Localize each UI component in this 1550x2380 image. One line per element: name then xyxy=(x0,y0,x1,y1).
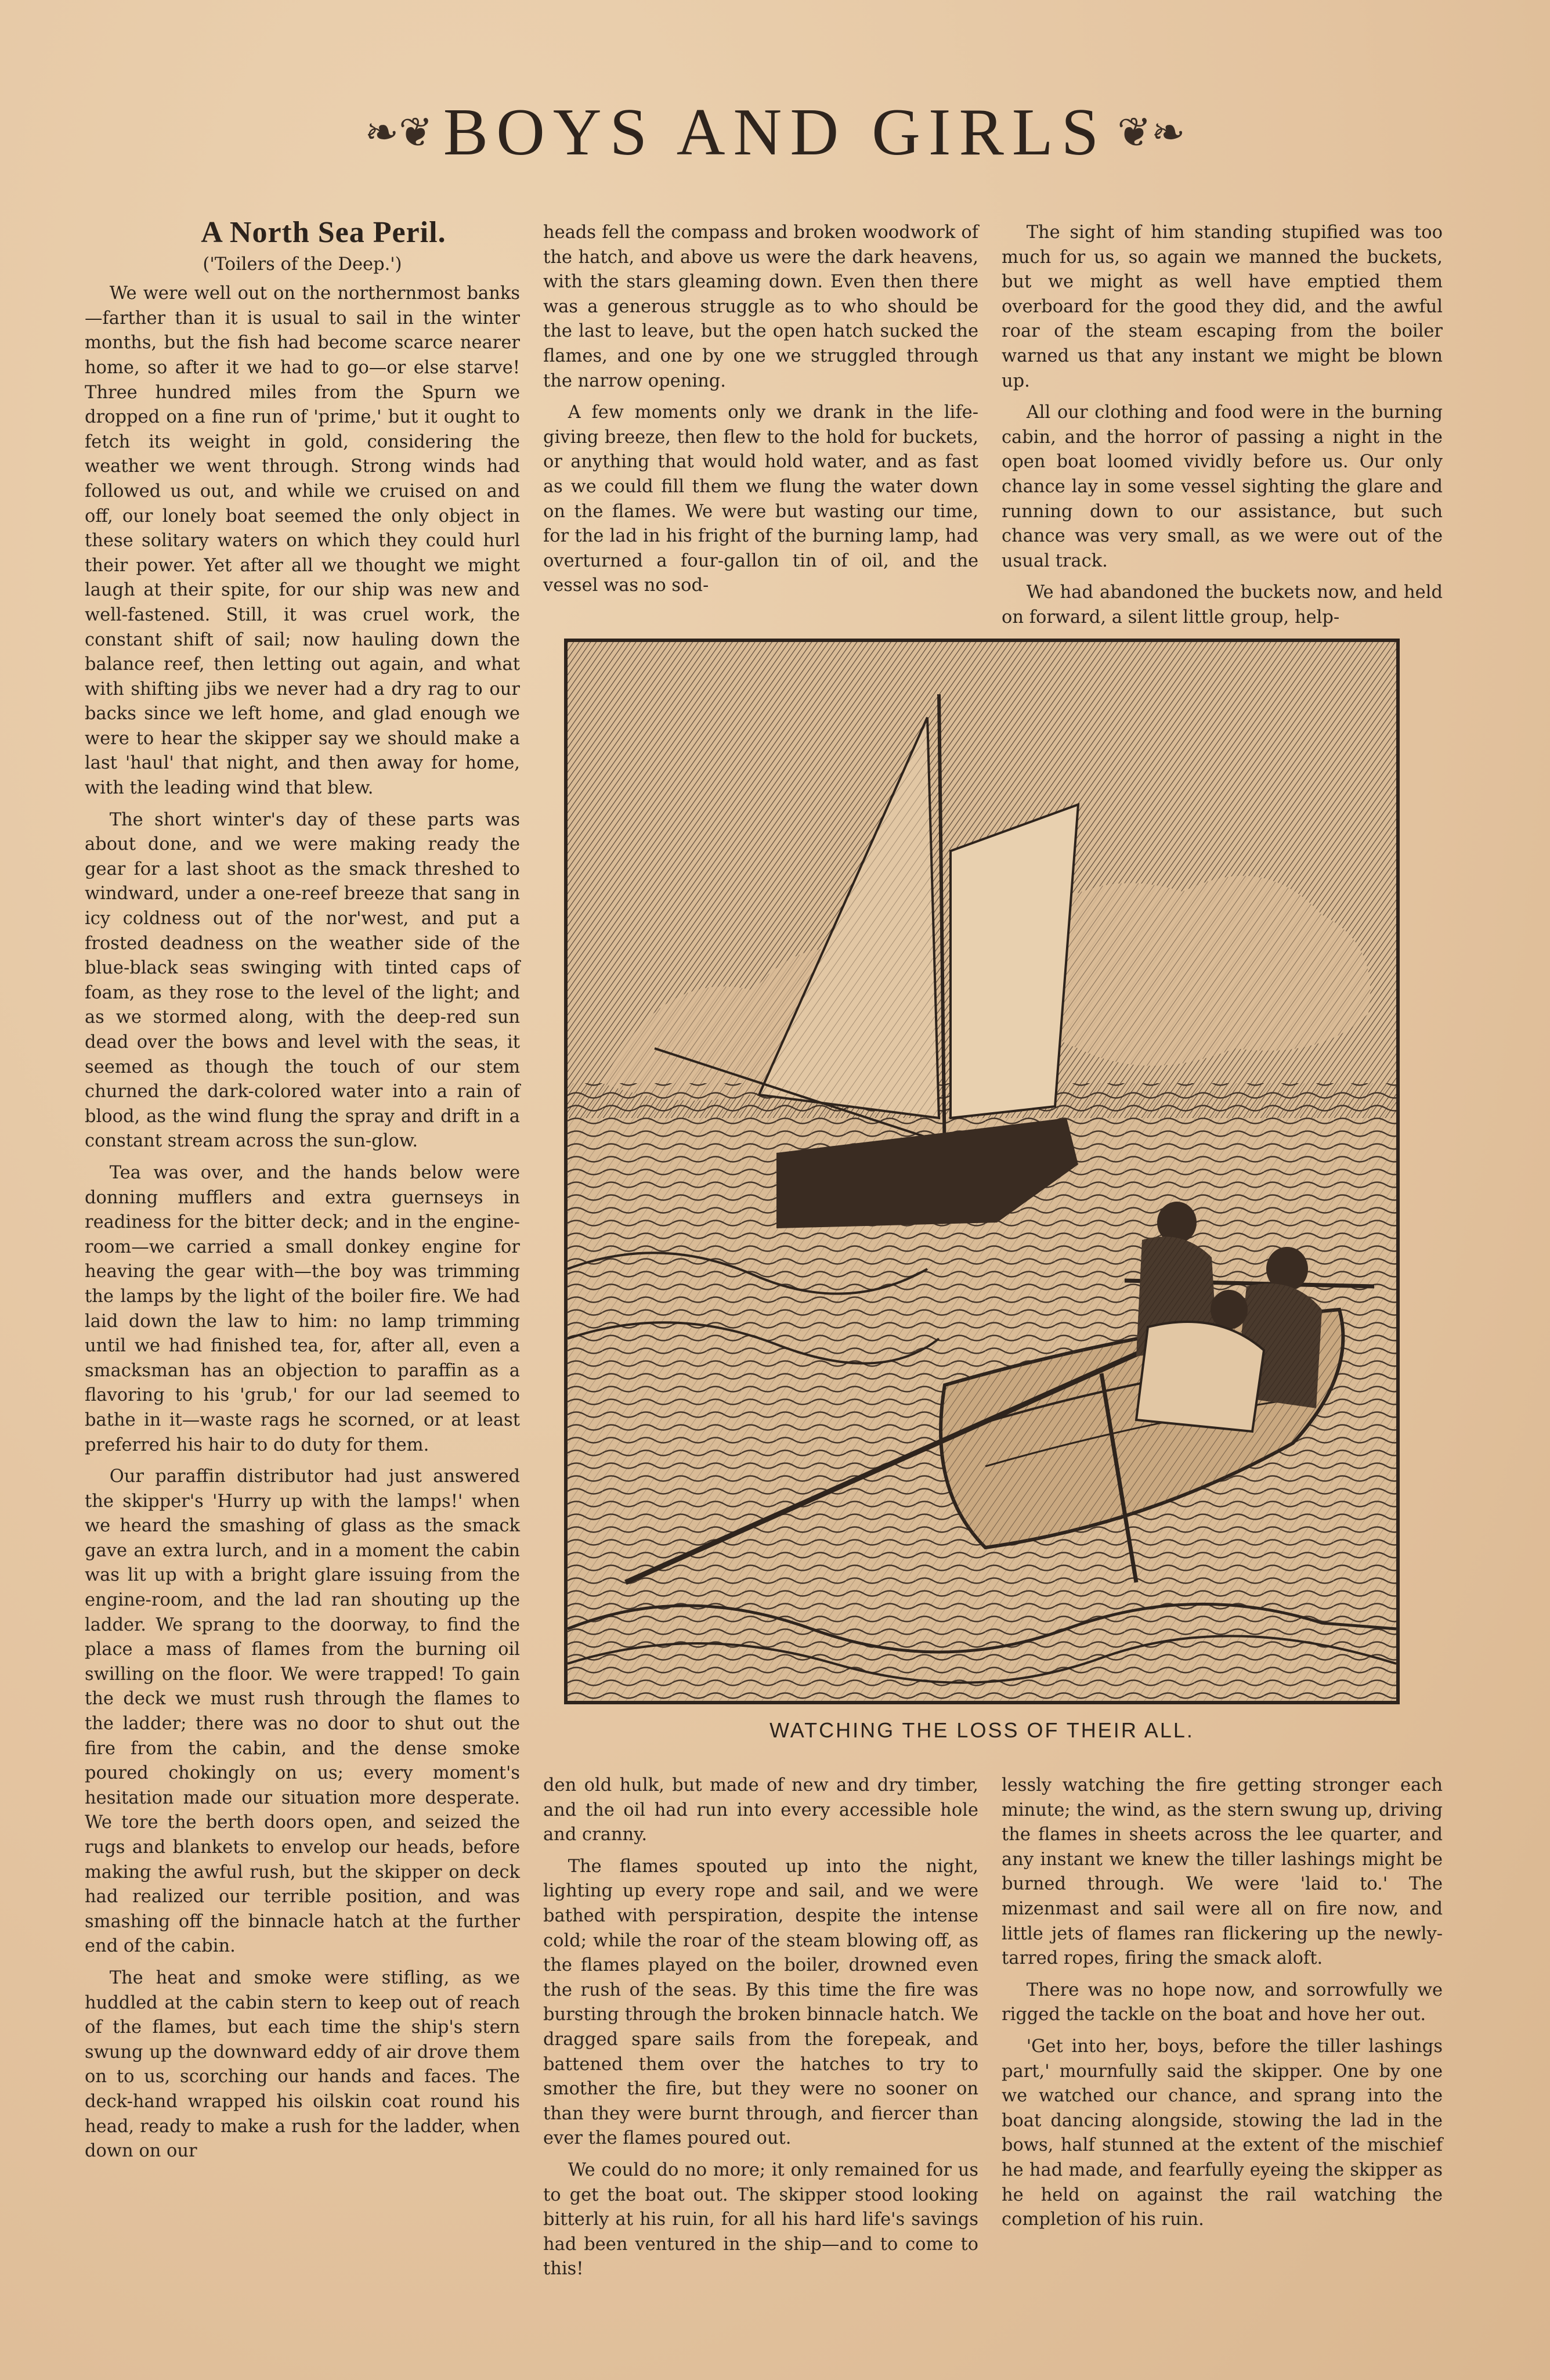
paragraph: A few moments only we drank in the life-giving breeze, then flew to the hold for buckets, or anything that would hold water, and as fast as we could fill them we flung the water down on the flames. We were but wasting our time, for the lad in his fright of the burning lamp, had overturned a four-gallon tin of oil, and the vessel was no sod- xyxy=(543,402,978,596)
right-flourish-icon: ❦❧ xyxy=(1117,109,1186,156)
article-column-2-top xyxy=(543,221,978,605)
paragraph: The sight of him standing stupified was too much for us, so again we manned the buckets, but we might as well have emptied them overboard for the good they did, and the awful roar of the steam escaping from the boiler warned us that any instant we might be blown up. xyxy=(1002,222,1443,391)
paragraph: Tea was over, and the hands below were donning mufflers and extra guernseys in readiness for the bitter deck; and in the engine-room—we carried a small donkey engine for heaving the gear with—the boy was trimming the lamps by the light of the boiler fire. We had laid down the law to him: no lamp trimming until we had finished tea, for, after all, even a smacksman has an objection to paraffin as a flavoring to his 'grub,' for our lad seemed to bathe in it—waste rags he scorned, or at least preferred his hair to do duty for them. xyxy=(85,1162,520,1455)
article-column-2-bottom xyxy=(543,1773,978,2289)
paragraph: All our clothing and food were in the burning cabin, and the horror of passing a night in the open boat loomed vividly before us. Our only chance lay in some vessel sighting the glare and running down to our assistance, but such chance was very small, as we were out of the usual track. xyxy=(1002,402,1443,571)
paragraph: The short winter's day of these parts was about done, and we were making ready the gear for a last shoot as the smack threshed to windward, under a one-reef breeze that sang in icy coldness out of the nor'west, and put a frosted deadness on the weather side of the blue-black seas swinging with tinted caps of foam, as they rose to the level of the light; and as we stormed along, with the deep-red sun dead over the bows and level with the seas, it seemed as though the touch of our stem churned the dark-colored water into a rain of blood, as the wind flung the spray and drift in a constant stream across the sun-glow. xyxy=(85,809,520,1152)
illustration-engraving xyxy=(564,639,1400,1704)
illustration-caption: WATCHING THE LOSS OF THEIR ALL. xyxy=(769,1718,1194,1742)
paragraph: We were well out on the northernmost banks—farther than it is usual to sail in the winter months, but the fish had become scarce nearer home, so after it we had to go—or else starve! Three hundred miles from the Spurn we dropped on a fine run of 'prime,' but it ought to fetch its weight in gold, considering the weather we went through. Strong winds had followed us out, and while we cruised on and off, our lonely boat seemed the only object in these solitary waters on which they could hurl their power. Yet after all we thought we might laugh at their spite, for our ship was new and well-fastened. Still, it was cruel work, the constant shift of sail; now hauling down the balance reef, then letting out again, and what with shifting jibs we never had a dry rag to our backs since we left home, and glad enough we were to hear the skipper say we should make a last 'haul' that night, and then away for home, with the leading wind that blew. xyxy=(85,283,520,799)
paragraph: The heat and smoke were stifling, as we huddled at the cabin stern to keep out of reach of the flames, but each time the ship's stern swung up the downward eddy of air drove them on to us, scorching our hands and faces. The deck-hand wrapped his oilskin coat round his head, ready to make a rush for the ladder, when down on our xyxy=(85,1967,520,2162)
sea-rescue-illustration xyxy=(568,642,1396,1701)
paragraph: We had abandoned the buckets now, and held on forward, a silent little group, help- xyxy=(1002,582,1443,628)
article-column-3-top xyxy=(1002,221,1443,637)
paragraph: There was no hope now, and sorrowfully we rigged the tackle on the boat and hove her out. xyxy=(1002,1979,1443,2025)
paragraph: heads fell the compass and broken woodwork of the hatch, and above us were the dark heavens, with the stars gleaming down. Even then there was a generous struggle as to who should be the last to leave, but the open hatch sucked the flames, and one by one we struggled through the narrow opening. xyxy=(543,222,978,391)
article-title: A North Sea Peril. xyxy=(201,216,446,249)
paragraph: lessly watching the fire getting stronger each minute; the wind, as the stern swung up, driving the flames in sheets across the lee quarter, and any instant we knew the tiller lashings might be burned through. We were 'laid to.' The mizenmast and sail were all on fire now, and little jets of flames ran flickering up the newly-tarred ropes, firing the smack aloft. xyxy=(1002,1775,1443,1969)
paragraph: Our paraffin distributor had just answered the skipper's 'Hurry up with the lamps!' when we heard the smashing of glass as the smack gave an extra lurch, and in a moment the cabin was lit up with a bright glare issuing from the engine-room, and the lad ran shouting up the ladder. We sprang to the doorway, to find the place a mass of flames from the burning oil swilling on the floor. We were trapped! To gain the deck we must rush through the flames to the ladder; there was no door to shut out the fire from the cabin, and the dense smoke poured chokingly on us; every moment's hesitation made our situation more desperate. We tore the berth doors open, and seized the rugs and blankets to envelop our heads, before making the awful rush, but the skipper on deck had realized our terrible position, and was smashing off the binnacle hatch at the further end of the cabin. xyxy=(85,1466,520,1957)
article-column-3-bottom xyxy=(1002,1773,1443,2240)
paragraph: den old hulk, but made of new and dry timber, and the oil had run into every accessible hole and cranny. xyxy=(543,1775,978,1845)
page-header xyxy=(0,95,1550,186)
article-source: ('Toilers of the Deep.') xyxy=(203,254,402,275)
paragraph: We could do no more; it only remained for us to get the boat out. The skipper stood looking bitterly at his ruin, for all his hard life's savings had been ventured in the ship—and to come to this! xyxy=(543,2159,978,2280)
left-flourish-icon: ❧❦ xyxy=(364,109,433,156)
section-title: BOYS AND GIRLS xyxy=(443,95,1107,170)
paragraph: 'Get into her, boys, before the tiller lashings part,' mournfully said the skipper. One by one we watched our chance, and sprang into the boat dancing alongside, stowing the lad in the bows, half stunned at the extent of the mischief he had made, and fearfully eyeing the skipper as he held on against the rail watching the completion of his ruin. xyxy=(1002,2036,1443,2230)
article-column-1 xyxy=(85,216,520,2171)
paragraph: The flames spouted up into the night, lighting up every rope and sail, and we were bathed with perspiration, despite the intense cold; while the roar of the steam blowing off, as the flames played on the boiler, drowned even the rush of the seas. By this time the fire was bursting through the broken binnacle hatch. We dragged spare sails from the forepeak, and battened them over the hatches to try to smother the fire, but they were no sooner on than they were burnt through, and fiercer than ever the flames poured out. xyxy=(543,1856,978,2149)
